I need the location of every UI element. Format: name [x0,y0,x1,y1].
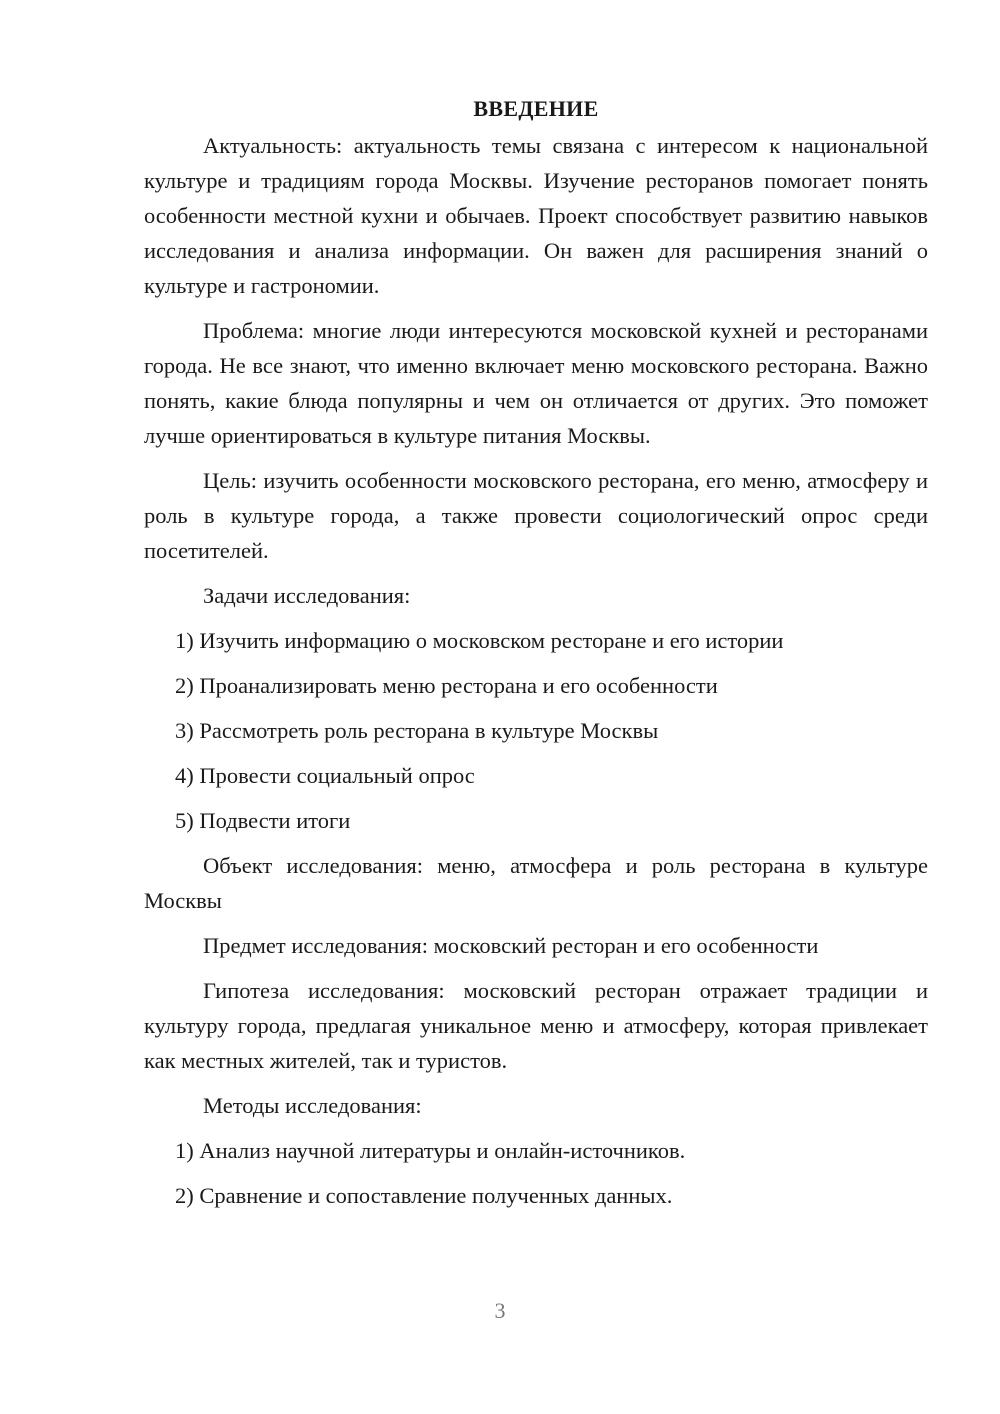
list-item: 1) Анализ научной литературы и онлайн-источников. [175,1138,686,1163]
tasks-list [144,623,928,838]
list-item: 4) Провести социальный опрос [175,763,475,788]
problem-paragraph: Проблема: многие люди интересуются московской кухней и ресторанами города. Не все знают, что именно включает меню московского ресторана. Важно понять, какие блюда популярны и чем он отличается от других. Это поможет лучше ориентироваться в культуре питания Москвы. [144,318,928,448]
object-paragraph: Объект исследования: меню, атмосфера и роль ресторана в культуре Москвы [144,853,928,913]
list-item: 5) Подвести итоги [175,808,351,833]
hypothesis-paragraph: Гипотеза исследования: московский ресторан отражает традиции и культуру города, предлагая уникальное меню и атмосферу, которая привлекает как местных жителей, так и туристов. [144,978,928,1073]
methods-list [144,1133,928,1213]
section-title: ВВЕДЕНИЕ [473,96,599,121]
list-item: 1) Изучить информацию о московском ресторане и его истории [175,628,784,653]
relevance-paragraph: Актуальность: актуальность темы связана с интересом к национальной культуре и традициям города Москвы. Изучение ресторанов помогает понять особенности местной кухни и обычаев. Проект способствует развитию навыков исследования и анализа информации. Он важен для расширения знаний о культуре и гастрономии. [144,133,928,298]
list-item: 2) Проанализировать меню ресторана и его особенности [175,673,718,698]
methods-heading: Методы исследования: [203,1093,422,1118]
goal-paragraph: Цель: изучить особенности московского ресторана, его меню, атмосферу и роль в культуре города, а также провести социологический опрос среди посетителей. [144,468,928,563]
page-number: 3 [494,1298,506,1323]
list-item: 2) Сравнение и сопоставление полученных данных. [175,1183,673,1208]
list-item: 3) Рассмотреть роль ресторана в культуре Москвы [175,718,659,743]
tasks-heading: Задачи исследования: [203,583,411,608]
document-page [144,92,928,1223]
subject-paragraph: Предмет исследования: московский ресторан и его особенности [203,933,819,958]
